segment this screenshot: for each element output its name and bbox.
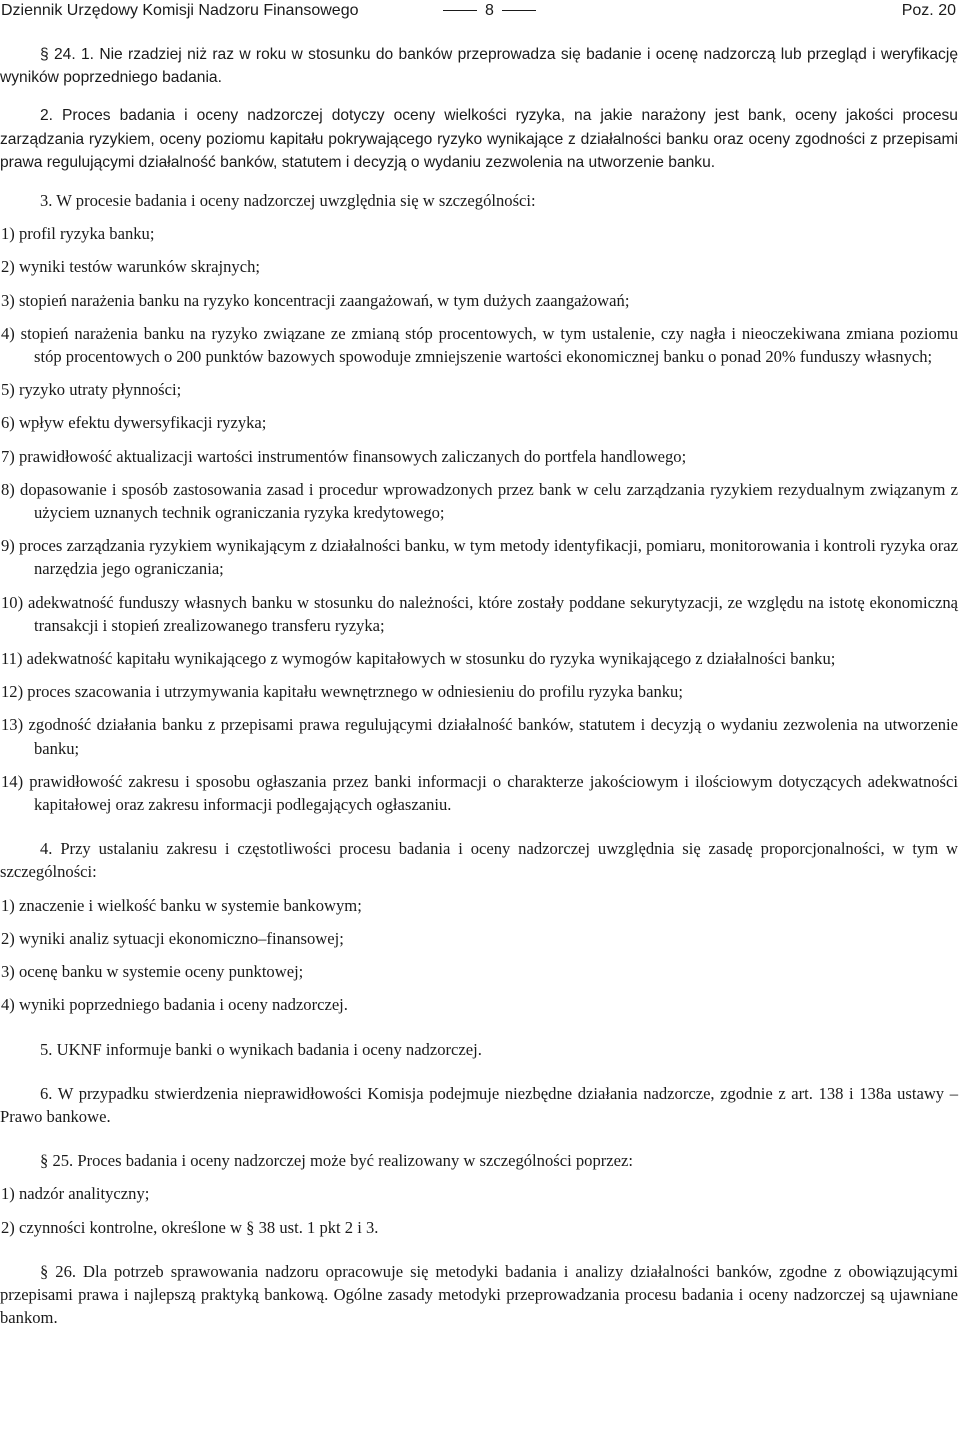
list-24-3 — [0, 222, 958, 816]
list-item: 14) prawidłowość zakresu i sposobu ogłaszania przez banki informacji o charakterze jakościowym i ilościowym dotyczących adekwatności kapitałowej oraz zakresu informacji podlegających ogłaszaniu. — [1, 771, 958, 815]
dash-icon — [443, 10, 477, 11]
list-item: 6) wpływ efektu dywersyfikacji ryzyka; — [1, 413, 267, 433]
list-item: 1) nadzór analityczny; — [1, 1184, 150, 1204]
paragraph-24-3: 3. W procesie badania i oceny nadzorczej uwzględnia się w szczególności: — [40, 191, 536, 211]
position-number: Poz. 20 — [901, 2, 956, 19]
section-24 — [0, 43, 958, 1128]
page-header — [0, 0, 958, 22]
page-number — [435, 0, 544, 22]
paragraph-24-4: 4. Przy ustalaniu zakresu i częstotliwości procesu badania i oceny nadzorczej uwzględnia się zasadę proporcjonalności, w tym w szczególności: — [0, 839, 958, 882]
paragraph-24-5: 5. UKNF informuje banki o wynikach badania i oceny nadzorczej. — [40, 1039, 482, 1059]
list-item: 2) wyniki analiz sytuacji ekonomiczno–finansowej; — [1, 928, 344, 948]
dash-icon — [502, 10, 536, 11]
paragraph-25: § 25. Proces badania i oceny nadzorczej może być realizowany w szczególności poprzez: — [40, 1151, 633, 1171]
list-item: 4) wyniki poprzedniego badania i oceny nadzorczej. — [1, 995, 348, 1015]
list-item: 3) stopień narażenia banku na ryzyko koncentracji zaangażowań, w tym dużych zaangażowań; — [1, 290, 630, 310]
list-item: 5) ryzyko utraty płynności; — [1, 380, 182, 400]
list-item: 10) adekwatność funduszy własnych banku w stosunku do należności, które zostały poddane sekurytyzacji, ze względu na istotę ekonomiczną transakcji i stopień zrealizowanego transferu ryzyka; — [1, 592, 958, 635]
page-number-value: 8 — [485, 2, 494, 19]
list-item: 8) dopasowanie i sposób zastosowania zasad i procedur wprowadzonych przez bank w celu zarządzania ryzykiem rezydualnym związanym z użyciem uznanych technik ograniczania ryzyka kredytowego; — [1, 479, 958, 523]
list-item: 4) stopień narażenia banku na ryzyko związane ze zmianą stóp procentowych, w tym ustalenie, czy nagła i nieoczekiwana zmiana poziomu stóp procentowych o 200 punktów bazowych spowoduje zmniejszenie wartości ekonomicznej banku o ponad 20% funduszy własnych; — [1, 323, 958, 367]
list-item: 11) adekwatność kapitału wynikającego z wymogów kapitałowych w stosunku do ryzyka wynikającego z działalności banku; — [1, 649, 836, 669]
paragraph-24-2: 2. Proces badania i oceny nadzorczej dotyczy oceny wielkości ryzyka, na jakie narażony jest bank, oceny jakości procesu zarządzania ryzykiem, oceny poziomu kapitału pokrywającego ryzyko wynikające z działalności banku oraz oceny zgodności z przepisami prawa regulującymi działalność banków, statutem i decyzją o wydaniu zezwolenia na utworzenie banku. — [0, 107, 958, 171]
list-item: 7) prawidłowość aktualizacji wartości instrumentów finansowych zaliczanych do portfela handlowego; — [1, 446, 687, 466]
list-item: 12) proces szacowania i utrzymywania kapitału wewnętrznego w odniesieniu do profilu ryzyka banku; — [1, 682, 683, 702]
list-item: 9) proces zarządzania ryzykiem wynikającym z działalności banku, w tym metody identyfikacji, pomiaru, monitorowania i kontroli ryzyka oraz narzędzia jego ograniczania; — [1, 536, 958, 579]
list-25 — [0, 1182, 958, 1238]
list-24-4 — [0, 894, 958, 1017]
section-26 — [0, 1260, 958, 1330]
list-item: 3) ocenę banku w systemie oceny punktowej; — [1, 962, 304, 982]
list-item: 2) czynności kontrolne, określone w § 38 ust. 1 pkt 2 i 3. — [1, 1217, 379, 1237]
paragraph-24-1: § 24. 1. Nie rzadziej niż raz w roku w stosunku do banków przeprowadza się badanie i ocenę nadzorczą lub przegląd i weryfikację wyników poprzedniego badania. — [0, 46, 958, 87]
list-item: 13) zgodność działania banku z przepisami prawa regulującymi działalność banków, statutem i decyzją o wydaniu zezwolenia na utworzenie banku; — [1, 715, 958, 758]
paragraph-24-6: 6. W przypadku stwierdzenia nieprawidłowości Komisja podejmuje niezbędne działania nadzorcze, zgodnie z art. 138 i 138a ustawy – Prawo bankowe. — [0, 1083, 958, 1126]
list-item: 1) profil ryzyka banku; — [1, 224, 155, 244]
journal-title: Dziennik Urzędowy Komisji Nadzoru Finansowego — [1, 2, 359, 19]
paragraph-26: § 26. Dla potrzeb sprawowania nadzoru opracowuje się metodyki badania i analizy działalności banków, zgodne z obowiązującymi przepisami prawa i najlepszą praktyką bankową. Ogólne zasady metodyki przeprowadzania procesu badania i oceny nadzorczej są ujawniane bankom. — [0, 1261, 958, 1328]
section-25 — [0, 1149, 958, 1239]
list-item: 1) znaczenie i wielkość banku w systemie bankowym; — [1, 895, 362, 915]
list-item: 2) wyniki testów warunków skrajnych; — [1, 257, 261, 277]
